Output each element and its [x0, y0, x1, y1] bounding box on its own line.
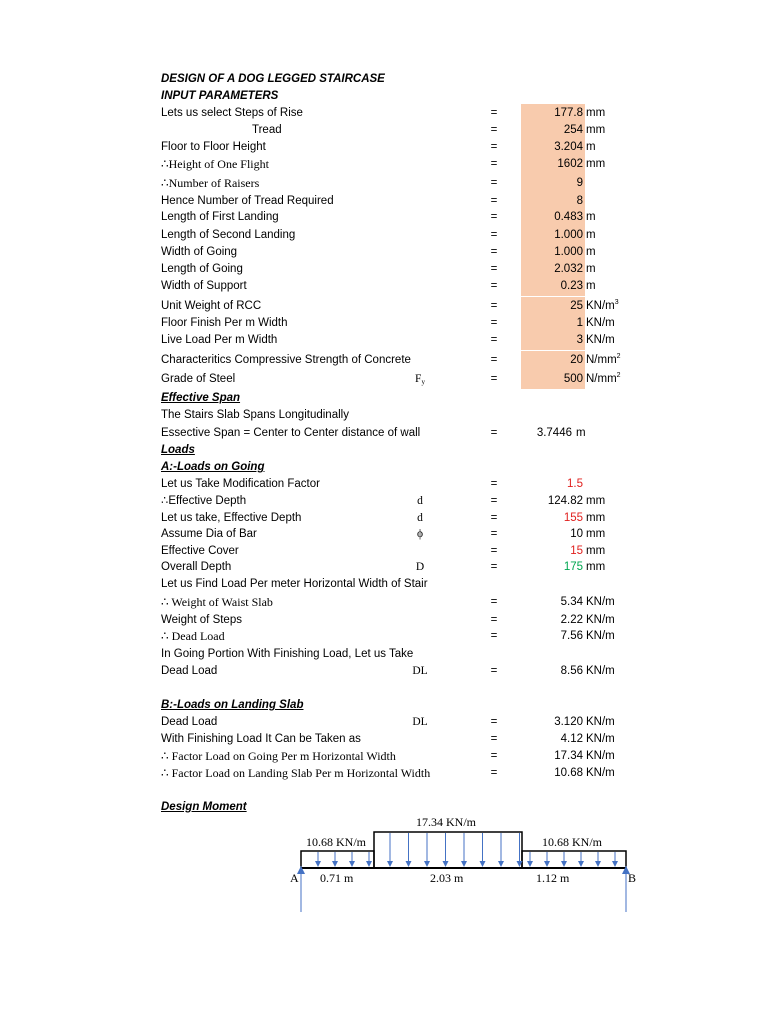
title-row	[0, 71, 768, 88]
row-label: Dead Load	[161, 665, 218, 677]
load-label-middle: 17.34 KN/m	[416, 815, 476, 829]
row-unit	[586, 526, 605, 543]
row-unit	[586, 663, 615, 680]
row-unit	[586, 714, 615, 731]
row-label: Essective Span = Center to Center distance of wall	[161, 427, 421, 439]
row-label: Unit Weight of RCC	[161, 300, 262, 312]
row-value: 25	[570, 300, 583, 312]
row-value: 177.8	[554, 107, 583, 119]
arrow-head-icon	[595, 861, 601, 867]
unit-text: m	[586, 246, 596, 258]
span-label-middle: 2.03 m	[430, 871, 464, 885]
unit-text: KN/m	[586, 665, 615, 677]
unit-text: KN/m	[586, 317, 615, 329]
row-value: 8	[576, 195, 583, 207]
equals-sign: =	[490, 195, 498, 207]
row-value: 500	[563, 373, 583, 385]
row-value: 254	[563, 124, 583, 136]
symbol-text: F	[415, 373, 422, 385]
arrow-head-icon	[424, 861, 430, 867]
row-label: Weight of Steps	[161, 614, 242, 626]
row-value: 1	[576, 317, 583, 329]
effective-span-note-row	[0, 407, 768, 424]
find-load-note: Let us Find Load Per meter Horizontal Width of Stair	[161, 578, 428, 590]
unit-text: m	[586, 263, 596, 275]
row-value: 7.56	[560, 630, 583, 642]
row-value: 20	[570, 354, 583, 366]
unit-text: KN/m	[586, 614, 615, 626]
unit-text: KN/m	[586, 596, 615, 608]
arrow-head-icon	[561, 861, 567, 867]
unit-text: KN/m	[586, 767, 615, 779]
row-label: Length of First Landing	[161, 211, 279, 223]
table-row	[0, 628, 768, 645]
row-value: 175	[563, 561, 583, 573]
row-value: 1.000	[554, 246, 583, 258]
table-row	[0, 278, 768, 295]
row-label: ∴Effective Depth	[161, 495, 247, 507]
load-block-right	[522, 851, 626, 868]
row-symbol	[400, 493, 440, 510]
unit-text: mm	[586, 124, 606, 136]
row-symbol	[400, 559, 440, 576]
row-label: ∴ Factor Load on Landing Slab Per m Horizontal Width	[161, 766, 431, 780]
unit-text: N/mm	[586, 373, 617, 385]
row-label: ∴Height of One Flight	[161, 157, 269, 171]
landing-heading-row	[0, 697, 768, 714]
arrow-head-icon	[544, 861, 550, 867]
unit-text: KN/m	[586, 334, 615, 346]
row-label: With Finishing Load It Can be Taken as	[161, 733, 361, 745]
loads-heading-row	[0, 442, 768, 459]
loads-going-heading-row	[0, 459, 768, 476]
equals-sign: =	[490, 246, 498, 258]
table-row	[0, 543, 768, 560]
row-unit	[586, 122, 605, 139]
row-symbol	[400, 526, 440, 543]
row-unit	[586, 493, 605, 510]
table-row	[0, 139, 768, 156]
table-row	[0, 105, 768, 122]
table-row	[0, 209, 768, 226]
row-value: 4.12	[560, 733, 583, 745]
row-label: Length of Second Landing	[161, 229, 296, 241]
unit-text: N/mm	[586, 354, 617, 366]
unit-text: mm	[586, 512, 606, 524]
equals-sign: =	[490, 300, 498, 312]
span-label-right: 1.12 m	[536, 871, 570, 885]
row-label: Let us Take Modification Factor	[161, 478, 320, 490]
equals-sign: =	[490, 614, 498, 626]
row-label: Effective Cover	[161, 545, 239, 557]
equals-sign: =	[490, 561, 498, 573]
table-row	[0, 315, 768, 332]
row-unit	[586, 332, 615, 349]
row-value: 155	[563, 512, 583, 524]
table-row	[0, 510, 768, 527]
unit-superscript: 3	[614, 299, 619, 306]
unit-superscript: 2	[616, 372, 621, 379]
section-heading-loads: Loads	[161, 444, 195, 456]
row-value: 3	[576, 334, 583, 346]
arrow-head-icon	[612, 861, 618, 867]
subsection-heading-loads-on-landing: B:-Loads on Landing Slab	[161, 699, 304, 711]
table-row	[0, 227, 768, 244]
arrow-head-icon	[387, 861, 393, 867]
equals-sign: =	[490, 141, 498, 153]
arrow-head-icon	[366, 861, 372, 867]
unit-text: m	[586, 211, 596, 223]
row-label: ∴ Factor Load on Going Per m Horizontal Width	[161, 749, 396, 763]
table-row	[0, 493, 768, 510]
row-unit	[586, 227, 596, 244]
row-label: Characteritics Compressive Strength of Concrete	[161, 354, 411, 366]
subsection-heading-loads-on-going: A:-Loads on Going	[161, 461, 265, 473]
row-value: 5.34	[560, 596, 583, 608]
equals-sign: =	[490, 478, 498, 490]
row-label: Dead Load	[161, 716, 218, 728]
effective-span-heading-row	[0, 390, 768, 407]
row-value: 9	[576, 177, 583, 189]
row-unit	[586, 105, 605, 122]
arrow-head-icon	[315, 861, 321, 867]
equals-sign: =	[490, 716, 498, 728]
table-row	[0, 156, 768, 173]
beam-load-diagram	[280, 812, 650, 912]
row-label: Floor to Floor Height	[161, 141, 266, 153]
row-value: 2.032	[554, 263, 583, 275]
unit-text: mm	[586, 561, 606, 573]
table-row	[0, 476, 768, 493]
unit-text: KN/m	[586, 630, 615, 642]
table-row	[0, 352, 768, 369]
equals-sign: =	[490, 177, 498, 189]
row-value: 3.7446	[536, 427, 572, 439]
row-label: Live Load Per m Width	[161, 334, 278, 346]
symbol-text: DL	[412, 716, 428, 728]
equals-sign: =	[490, 733, 498, 745]
row-value: 17.34	[554, 750, 583, 762]
row-unit	[586, 261, 596, 278]
arrow-head-icon	[332, 861, 338, 867]
subtitle-row	[0, 88, 768, 105]
row-label: Width of Going	[161, 246, 238, 258]
symbol-text: d	[417, 512, 423, 524]
table-row	[0, 559, 768, 576]
row-value: 10.68	[554, 767, 583, 779]
unit-text: mm	[586, 528, 606, 540]
section-heading-effective-span: Effective Span	[161, 392, 241, 404]
unit-text: KN/m	[586, 733, 615, 745]
row-symbol	[400, 663, 440, 680]
table-row	[0, 261, 768, 278]
equals-sign: =	[490, 750, 498, 762]
table-row	[0, 175, 768, 192]
equals-sign: =	[490, 158, 498, 170]
row-unit	[586, 352, 621, 369]
row-unit	[586, 543, 605, 560]
row-value: 0.23	[560, 280, 583, 292]
support-label-a: A	[290, 871, 299, 885]
equals-sign: =	[490, 545, 498, 557]
symbol-text: DL	[412, 665, 428, 677]
equals-sign: =	[490, 373, 498, 385]
equals-sign: =	[490, 280, 498, 292]
row-label: Grade of Steel	[161, 373, 236, 385]
unit-text: KN/m	[586, 750, 615, 762]
unit-text: mm	[586, 107, 606, 119]
row-label: Assume Dia of Bar	[161, 528, 257, 540]
row-unit	[586, 156, 605, 173]
support-label-b: B	[628, 871, 637, 885]
equals-sign: =	[490, 528, 498, 540]
row-label: Hence Number of Tread Required	[161, 195, 334, 207]
row-unit	[586, 731, 615, 748]
row-unit	[586, 139, 596, 156]
row-label: Let us take, Effective Depth	[161, 512, 302, 524]
page-title: DESIGN OF A DOG LEGGED STAIRCASE	[161, 73, 385, 85]
table-row	[0, 298, 768, 315]
table-row	[0, 663, 768, 680]
row-symbol	[400, 510, 440, 527]
row-symbol	[400, 714, 440, 731]
section-heading-input-parameters: INPUT PARAMETERS	[161, 90, 279, 102]
unit-text: m	[586, 229, 596, 241]
finish-note-row	[0, 646, 768, 663]
row-value: 1.000	[554, 229, 583, 241]
unit-text: m	[586, 141, 596, 153]
unit-text: mm	[586, 495, 606, 507]
row-unit	[586, 510, 605, 527]
row-value: 8.56	[560, 665, 583, 677]
table-row	[0, 526, 768, 543]
row-unit	[586, 765, 615, 782]
unit-text: m	[586, 280, 596, 292]
equals-sign: =	[490, 512, 498, 524]
section-heading-design-moment: Design Moment	[161, 801, 247, 813]
symbol-text: ϕ	[416, 528, 424, 540]
row-label: ∴Number of Raisers	[161, 176, 260, 190]
unit-text: KN/m	[586, 716, 615, 728]
table-row	[0, 714, 768, 731]
table-row	[0, 244, 768, 261]
arrow-head-icon	[406, 861, 412, 867]
row-label: Lets us select Steps of Rise	[161, 107, 303, 119]
equals-sign: =	[490, 630, 498, 642]
unit-superscript: 2	[616, 353, 621, 360]
symbol-text: d	[417, 495, 423, 507]
row-label: ∴ Weight of Waist Slab	[161, 595, 273, 609]
equals-sign: =	[490, 107, 498, 119]
arrow-head-icon	[480, 861, 486, 867]
arrow-head-icon	[349, 861, 355, 867]
table-row	[0, 193, 768, 210]
row-unit	[586, 298, 619, 315]
row-value: 3.204	[554, 141, 583, 153]
row-symbol	[400, 371, 440, 388]
row-unit	[586, 559, 605, 576]
table-row	[0, 765, 768, 782]
table-row	[0, 122, 768, 139]
equals-sign: =	[490, 354, 498, 366]
row-value: 1602	[557, 158, 583, 170]
table-row	[0, 748, 768, 765]
row-value: 2.22	[560, 614, 583, 626]
row-unit	[586, 209, 596, 226]
row-unit	[586, 371, 621, 388]
symbol-subscript: y	[421, 378, 425, 386]
row-label: Overall Depth	[161, 561, 232, 573]
equals-sign: =	[490, 263, 498, 275]
table-row	[0, 371, 768, 388]
equals-sign: =	[490, 427, 498, 439]
arrow-head-icon	[461, 861, 467, 867]
table-row	[0, 594, 768, 611]
equals-sign: =	[490, 767, 498, 779]
span-label-left: 0.71 m	[320, 871, 354, 885]
arrow-head-icon	[498, 861, 504, 867]
equals-sign: =	[490, 495, 498, 507]
row-unit	[586, 315, 615, 332]
row-unit: m	[576, 427, 586, 439]
row-unit	[586, 278, 596, 295]
load-block-left	[301, 851, 374, 868]
unit-text: mm	[586, 158, 606, 170]
table-row	[0, 612, 768, 629]
row-label: Length of Going	[161, 263, 243, 275]
equals-sign: =	[490, 334, 498, 346]
row-label: ∴ Dead Load	[161, 629, 225, 643]
finishing-load-note: In Going Portion With Finishing Load, Let us Take	[161, 648, 414, 660]
unit-text: mm	[586, 545, 606, 557]
row-value: 3.120	[554, 716, 583, 728]
equals-sign: =	[490, 317, 498, 329]
row-value: 124.82	[547, 495, 583, 507]
equals-sign: =	[490, 229, 498, 241]
equals-sign: =	[490, 596, 498, 608]
equals-sign: =	[490, 665, 498, 677]
row-value: 0.483	[554, 211, 583, 223]
row-label: Tread	[252, 124, 282, 136]
table-row	[0, 332, 768, 349]
load-label-right: 10.68 KN/m	[542, 835, 602, 849]
row-unit	[586, 594, 615, 611]
equals-sign: =	[490, 124, 498, 136]
row-value: 15	[570, 545, 583, 557]
table-row	[0, 731, 768, 748]
row-value: 1.5	[567, 478, 583, 490]
row-unit	[586, 748, 615, 765]
effective-span-row	[0, 425, 768, 442]
find-note-row	[0, 576, 768, 593]
arrow-head-icon	[443, 861, 449, 867]
arrow-head-icon	[578, 861, 584, 867]
effective-span-note: The Stairs Slab Spans Longitudinally	[161, 409, 349, 421]
row-unit	[586, 244, 596, 261]
row-unit	[586, 628, 615, 645]
symbol-text: D	[415, 561, 425, 573]
equals-sign: =	[490, 211, 498, 223]
row-unit	[586, 612, 615, 629]
load-label-left: 10.68 KN/m	[306, 835, 366, 849]
row-label: Floor Finish Per m Width	[161, 317, 288, 329]
row-value: 10	[570, 528, 583, 540]
unit-text: KN/m	[586, 300, 615, 312]
arrow-head-icon	[527, 861, 533, 867]
row-label: Width of Support	[161, 280, 247, 292]
